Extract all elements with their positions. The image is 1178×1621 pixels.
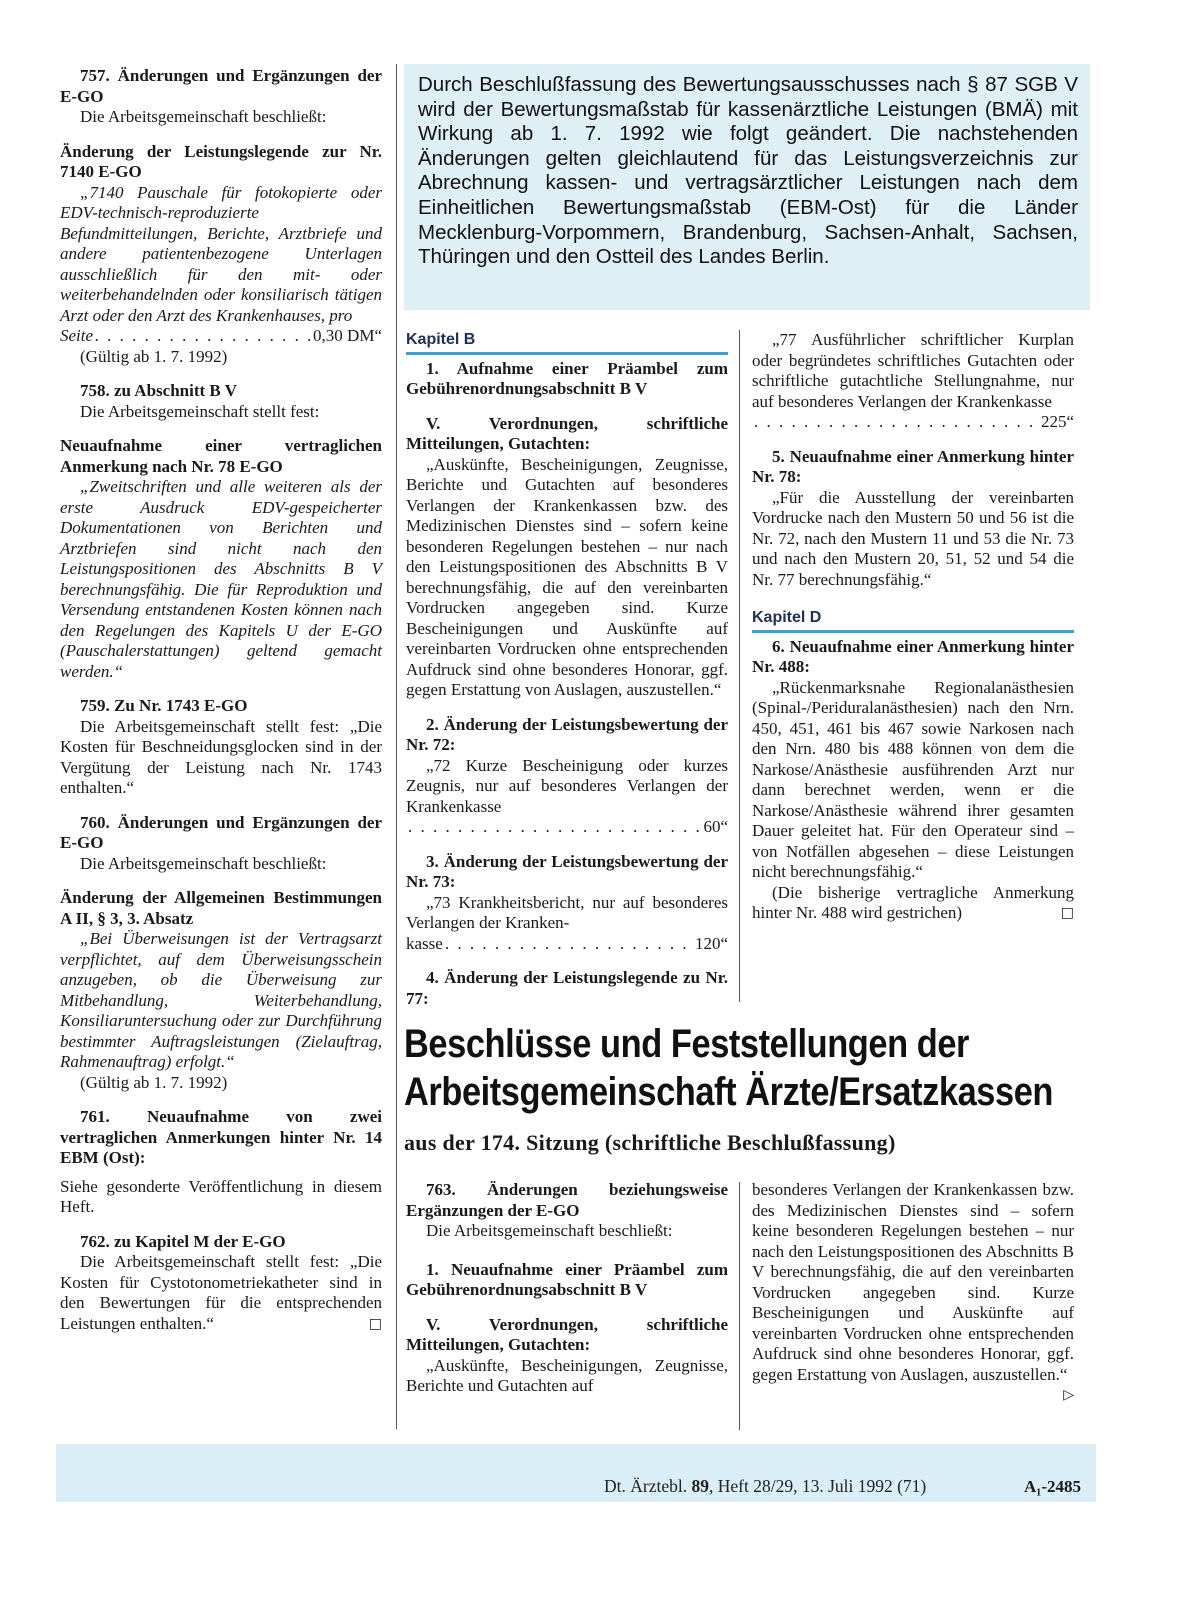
section-762-text: Die Arbeitsgemeinschaft stellt fest: „Die Kosten für Cystotonometriekatheter sind in den Bewertungen für die entsprechenden Leistungen enthalten.“ <box>60 1252 382 1333</box>
journal-volume: 89 <box>691 1476 709 1496</box>
section-763-item-1: 1. Neuaufnahme einer Präambel zum Gebührenordnungsabschnitt B V <box>406 1259 728 1299</box>
section-763-right-column <box>752 1180 1074 1406</box>
fee-line-value: 0,30 DM“ <box>313 326 382 345</box>
leader-dots <box>95 326 311 347</box>
section-763-subheading: V. Verordnungen, schriftliche Mitteilungen, Gutachten: <box>406 1314 728 1354</box>
item-6-note-wrap <box>752 883 1074 924</box>
column-divider <box>396 64 397 1429</box>
item-3-fee-line <box>406 934 728 955</box>
item-6-title: 6. Neuaufnahme einer Anmerkung hinter Nr. 488: <box>752 636 1074 676</box>
section-761-title: 761. Neuaufnahme von zwei vertraglichen Anmerkungen hinter Nr. 14 EBM (Ost): <box>60 1107 382 1167</box>
section-757-validity: (Gültig ab 1. 7. 1992) <box>80 346 228 366</box>
journal-issue: , Heft 28/29, 13. Juli 1992 (71) <box>708 1476 927 1496</box>
section-757-quote: „7140 Pauschale für fotokopierte oder EDV-technisch-reproduzierte Befundmitteilungen, Berichte, Arztbriefe und andere patientenbezogene Unterlagen ausschließlich für den mit- oder weiterbehandelnden oder konsiliarisch tätigen Arzt oder den Arzt des Krankenhauses, pro <box>60 182 382 325</box>
end-of-article-icon: □ <box>368 1315 382 1332</box>
item-1-text: „Auskünfte, Bescheinigungen, Zeugnisse, Berichte und Gutachten auf besonderes Verlangen der Krankenkassen bzw. des Medizinischen Dienstes sind – sofern keine besonderen Regelungen bestehen – nur nach den Leistungspositionen des Abschnitts B V berechnungsfähig, die auf den vereinbarten Vordrucken angegeben sind. Kurze Bescheinigungen und Auskünfte auf vereinbarten Vordrucken ohne entsprechenden Aufdruck sind ohne besonderes Honorar, ggf. gegen Erstattung von Auslagen, auszustellen.“ <box>406 454 728 699</box>
leader-dots <box>408 817 701 838</box>
section-757-title: 757. Änderungen und Ergänzungen der E-GO <box>60 66 382 106</box>
column-divider <box>739 1182 740 1430</box>
section-763-left-column <box>406 1180 728 1397</box>
item-3-title: 3. Änderung der Leistungsbewertung der Nr. 73: <box>406 851 728 891</box>
section-subheading: aus der 174. Sitzung (schriftliche Beschlußfassung) <box>404 1130 896 1155</box>
item-2-title: 2. Änderung der Leistungsbewertung der Nr. 72: <box>406 714 728 754</box>
continue-arrow-icon: ▷ <box>1063 1387 1074 1403</box>
item-5-title: 5. Neuaufnahme einer Anmerkung hinter Nr. 78: <box>752 446 1074 486</box>
section-763-text-b: besonderes Verlangen der Krankenkassen bzw. des Medizinischen Dienstes sind – sofern keine besonderen Regelungen bestehen – nur nach den Leistungspositionen des Abschnitts B V berechnungsfähig, die auf den vereinbarten Vordrucken angegeben sind. Kurze Bescheinigungen und Auskünfte auf vereinbarten Vordrucken ohne entsprechenden Aufdruck sind ohne besonderes Honorar, ggf. gegen Erstattung von Auslagen, auszustellen.“ <box>752 1180 1074 1384</box>
item-4-text: „77 Ausführlicher schriftlicher Kurplan oder begründetes schriftliches Gutachten oder schriftliche gutachtliche Stellungnahme, nur auf besonderes Verlangen der Krankenkasse <box>752 330 1074 411</box>
item-2-text: „72 Kurze Bescheinigung oder kurzes Zeugnis, nur auf besonderes Verlangen der Krankenkasse <box>406 755 728 816</box>
item-3-lead: kasse <box>406 933 443 953</box>
leader-dots <box>445 934 693 955</box>
end-of-article-icon: □ <box>1060 905 1074 921</box>
item-1-subheading: V. Verordnungen, schriftliche Mitteilungen, Gutachten: <box>406 413 728 453</box>
section-760-subheading: Änderung der Allgemeinen Bestimmungen A II, § 3, 3. Absatz <box>60 888 382 928</box>
section-760-text: Die Arbeitsgemeinschaft beschließt: <box>80 853 327 873</box>
section-760-quote: „Bei Überweisungen ist der Vertragsarzt verpflichtet, auf dem Überweisungsschein anzugeben, ob die Überweisung zur Mitbehandlung, Weiterbehandlung, Konsiliaruntersuchung oder zur Durchführung bestimmter Auftragsleistungen (Zielauftrag, Rahmenauftrag) erfolgt.“ <box>60 929 382 1071</box>
section-758-title: 758. zu Abschnitt B V <box>80 381 237 400</box>
page-number: A₁-2485 <box>1024 1477 1082 1496</box>
right-column <box>752 330 1074 924</box>
section-761-text: Siehe gesonderte Veröffentlichung in diesem Heft. <box>60 1176 382 1216</box>
item-5-text: „Für die Ausstellung der vereinbarten Vordrucke nach den Mustern 50 und 56 ist die Nr. 72, nach den Mustern 11 und 53 die Nr. 73 und nach den Mustern 20, 51, 52 und 54 die Nr. 77 berechnungsfähig.“ <box>752 487 1074 589</box>
chapter-d-heading: Kapitel D <box>752 608 1074 633</box>
journal-name: Dt. Ärztebl. <box>604 1476 688 1496</box>
section-heading-line-1: Beschlüsse und Feststellungen der <box>404 1022 970 1066</box>
section-759-text: Die Arbeitsgemeinschaft stellt fest: „Die Kosten für Beschneidungsglocken sind in der Vergütung der Leistung nach Nr. 1743 enthalten.“ <box>60 716 382 797</box>
section-757-text: Die Arbeitsgemeinschaft beschließt: <box>80 107 327 126</box>
intro-box <box>404 64 1090 310</box>
intro-text: Durch Beschlußfassung des Bewertungsausschusses nach § 87 SGB V wird der Bewertungsmaßstab für kassenärztliche Leistungen (BMÄ) mit Wirkung ab 1. 7. 1992 wie folgt geändert. Die nachstehenden Änderungen gelten gleichlautend für das Leistungsverzeichnis zur Abrechnung kassen- und vertragsärztlicher Leistungen nach dem Einheitlichen Bewertungsmaßstab (EBM-Ost) für die Länder Mecklenburg-Vorpommern, Brandenburg, Sachsen-Anhalt, Sachsen, Thüringen und den Ostteil des Landes Berlin. <box>418 73 1078 269</box>
section-762-title: 762. zu Kapitel M der E-GO <box>80 1231 286 1251</box>
item-4-title: 4. Änderung der Leistungslegende zu Nr. 77: <box>406 968 728 1008</box>
section-758-subheading: Neuaufnahme einer vertraglichen Anmerkung nach Nr. 78 E-GO <box>60 436 382 476</box>
item-1-title: 1. Aufnahme einer Präambel zum Gebührenordnungsabschnitt B V <box>406 358 728 398</box>
item-4-fee-line <box>752 412 1074 433</box>
item-2-value: 60“ <box>703 817 728 836</box>
item-6-text: „Rückenmarksnahe Regionalanästhesien (Spinal-/Periduralanästhesien) nach den Nrn. 450, 451, 461 bis 467 sowie Narkosen nach den Nrn. 480 bis 488 können von dem die Narkose/Anästhesie ausführenden Arzt nur dann berechnet werden, wenn er die Narkose/Anästhesie während ihrer gesamten Dauer geleitet hat. Für den Operateur sind – von Notfällen abgesehen – diese Leistungen nicht berechnungsfähig.“ <box>752 677 1074 881</box>
item-3-value: 120“ <box>694 933 728 953</box>
section-762-text-wrap <box>60 1252 382 1334</box>
section-763-text: Die Arbeitsgemeinschaft beschließt: <box>426 1221 673 1240</box>
chapter-b-heading: Kapitel B <box>406 330 728 355</box>
section-763-text-a: „Auskünfte, Bescheinigungen, Zeugnisse, Berichte und Gutachten auf <box>406 1355 728 1395</box>
section-760-title: 760. Änderungen und Ergänzungen der E-GO <box>60 812 382 852</box>
section-heading <box>404 1020 1053 1116</box>
section-758-text: Die Arbeitsgemeinschaft stellt fest: <box>80 401 320 421</box>
section-763-text-b-wrap <box>752 1180 1074 1403</box>
section-757-fee-line <box>60 326 382 347</box>
column-divider <box>739 330 740 1002</box>
section-758-quote: „Zweitschriften und alle weiteren als der erste Ausdruck EDV-gespeicherter Dokumentationen von Berichten und Arztbriefen sind nicht nach den Leistungspositionen des Abschnitts B V berechnungsfähig. Die für Reproduktion und Versendung entstandenen Kosten können nach den Regelungen des Kapitels U der E-GO (Pauschalerstattungen) geltend gemacht werden.“ <box>60 477 382 681</box>
section-757-subheading: Änderung der Leistungslegende zur Nr. 7140 E-GO <box>60 141 382 181</box>
item-4-value: 225“ <box>1040 412 1074 431</box>
section-heading-line-2: Arbeitsgemeinschaft Ärzte/Ersatzkassen <box>404 1070 1053 1114</box>
footer-band <box>56 1444 1096 1502</box>
section-760-validity: (Gültig ab 1. 7. 1992) <box>80 1072 228 1092</box>
left-column <box>60 66 382 1334</box>
middle-column <box>406 330 728 1009</box>
item-3-text: „73 Krankheitsbericht, nur auf besonderes Verlangen der Kranken- <box>406 892 728 932</box>
footer-citation <box>604 1476 926 1497</box>
section-759-title: 759. Zu Nr. 1743 E-GO <box>80 696 248 715</box>
fee-line-label: Seite <box>60 326 94 345</box>
item-6-note: (Die bisherige vertragliche Anmerkung hinter Nr. 488 wird gestrichen) <box>752 882 1074 922</box>
section-763-title: 763. Änderungen beziehungsweise Ergänzungen der E-GO <box>406 1180 728 1220</box>
leader-dots <box>754 412 1039 433</box>
item-2-fee-line <box>406 817 728 838</box>
